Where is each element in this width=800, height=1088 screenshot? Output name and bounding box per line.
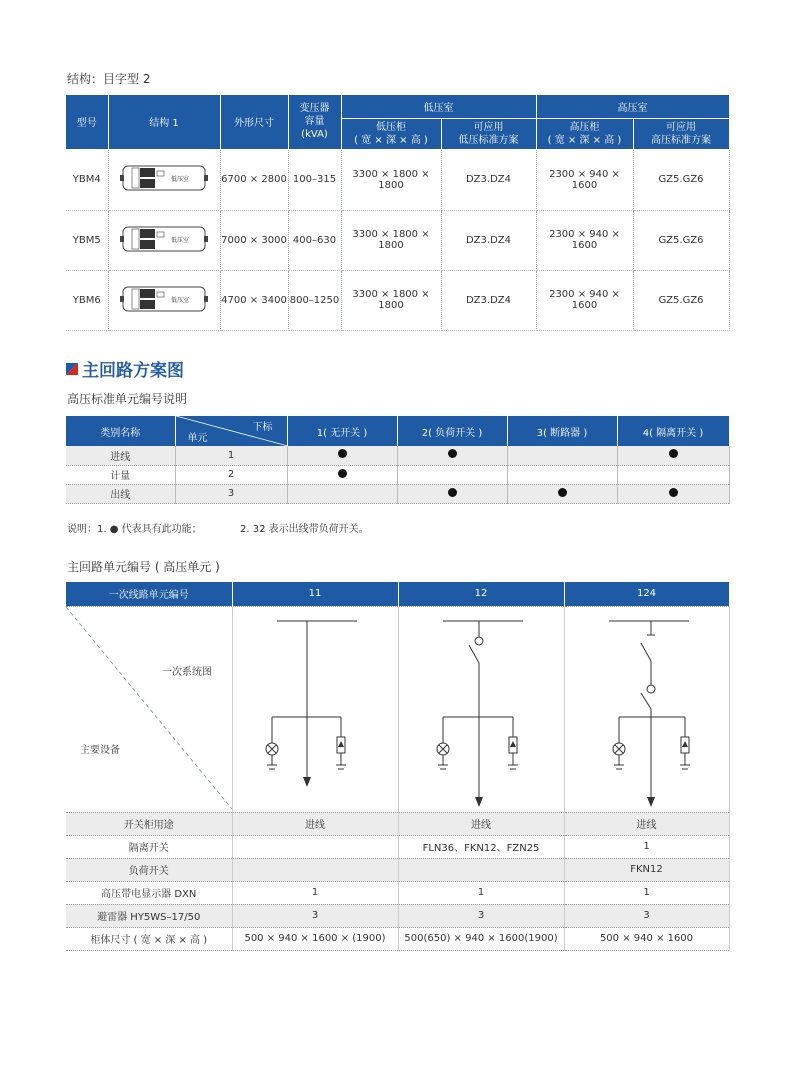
table-row bbox=[66, 858, 729, 881]
header-col-12: 12 bbox=[398, 582, 564, 606]
low-cabinet-cell: 3300 × 1800 × 1800 bbox=[341, 270, 441, 330]
header-high-room: 高压室 bbox=[536, 95, 729, 118]
header-low-cabinet: 低压柜 ( 宽 × 深 × 高 ) bbox=[341, 118, 441, 149]
row-label: 避雷器 HY5WS–17/50 bbox=[66, 904, 232, 927]
function-dot-icon bbox=[448, 488, 457, 497]
table-row bbox=[66, 904, 729, 927]
category-cell: 计量 bbox=[66, 465, 175, 484]
cell-12: 1 bbox=[398, 881, 564, 904]
cell-12 bbox=[398, 858, 564, 881]
note-2: 2. 32 表示出线带负荷开关。 bbox=[240, 524, 369, 535]
model-cell: YBM5 bbox=[66, 210, 108, 270]
cell-11: 1 bbox=[232, 881, 398, 904]
cell-11: 500 × 940 × 1600 × (1900) bbox=[232, 927, 398, 950]
row-label: 负荷开关 bbox=[66, 858, 232, 881]
header-transformer: 变压器 容量 (kVA) bbox=[288, 95, 341, 149]
capacity-cell: 400–630 bbox=[288, 210, 341, 270]
cell-12: 3 bbox=[398, 904, 564, 927]
svg-text:低压室: 低压室 bbox=[171, 176, 190, 183]
header-no-switch: 1( 无开关 ) bbox=[287, 416, 397, 446]
cell-124: 1 bbox=[564, 881, 729, 904]
capacity-cell: 800–1250 bbox=[288, 270, 341, 330]
high-cabinet-cell: 2300 × 940 × 1600 bbox=[536, 270, 633, 330]
table-row bbox=[66, 881, 729, 904]
table-row bbox=[66, 484, 729, 503]
model-cell: YBM6 bbox=[66, 270, 108, 330]
table-row bbox=[66, 270, 729, 330]
model-table bbox=[66, 95, 730, 331]
header-low-standard: 可应用 低压标准方案 bbox=[441, 118, 536, 149]
cell-11: 3 bbox=[232, 904, 398, 927]
function-dot-icon bbox=[338, 469, 347, 478]
cell-124: 1 bbox=[564, 835, 729, 858]
hv-caption: 高压标准单元编号说明 bbox=[67, 392, 188, 406]
size-cell: 4700 × 3400 bbox=[220, 270, 288, 330]
unit-cell: 1 bbox=[175, 446, 287, 465]
category-cell: 进线 bbox=[66, 446, 175, 465]
row-label: 高压带电显示器 DXN bbox=[66, 881, 232, 904]
high-standard-cell: GZ5.GZ6 bbox=[633, 149, 729, 210]
cell-124: FKN12 bbox=[564, 858, 729, 881]
function-dot-icon bbox=[669, 488, 678, 497]
t3-caption: 主回路单元编号 ( 高压单元 ) bbox=[67, 560, 220, 574]
table-row bbox=[66, 446, 729, 465]
circuit-diagram-124 bbox=[564, 606, 729, 812]
cell-124: 500 × 940 × 1600 bbox=[564, 927, 729, 950]
cell-12: 500(650) × 940 × 1600(1900) bbox=[398, 927, 564, 950]
low-cabinet-cell: 3300 × 1800 × 1800 bbox=[341, 149, 441, 210]
category-cell: 出线 bbox=[66, 484, 175, 503]
unit-cell: 2 bbox=[175, 465, 287, 484]
section-logo-icon bbox=[66, 360, 78, 372]
low-standard-cell: DZ3.DZ4 bbox=[441, 149, 536, 210]
unit-cell: 3 bbox=[175, 484, 287, 503]
header-unit-subscript: 下标 单元 bbox=[175, 416, 287, 446]
header-isolator: 4( 隔离开关 ) bbox=[617, 416, 729, 446]
header-high-standard: 可应用 高压标准方案 bbox=[633, 118, 729, 149]
table-row bbox=[66, 210, 729, 270]
header-low-room: 低压室 bbox=[341, 95, 536, 118]
cell-11 bbox=[232, 858, 398, 881]
structure-thumbnail bbox=[108, 149, 220, 210]
header-load-switch: 2( 负荷开关 ) bbox=[397, 416, 507, 446]
row-label: 柜体尺寸 ( 宽 × 深 × 高 ) bbox=[66, 927, 232, 950]
function-dot-icon bbox=[669, 449, 678, 458]
capacity-cell: 100–315 bbox=[288, 149, 341, 210]
low-standard-cell: DZ3.DZ4 bbox=[441, 210, 536, 270]
table-row bbox=[66, 149, 729, 210]
row-label: 隔离开关 bbox=[66, 835, 232, 858]
table-row bbox=[66, 835, 729, 858]
table-row bbox=[66, 812, 729, 835]
low-standard-cell: DZ3.DZ4 bbox=[441, 270, 536, 330]
cell-11: 进线 bbox=[232, 812, 398, 835]
structure-thumbnail bbox=[108, 270, 220, 330]
structure-caption: 结构：目字型 2 bbox=[67, 72, 151, 86]
size-cell: 7000 × 3000 bbox=[220, 210, 288, 270]
structure-thumbnail bbox=[108, 210, 220, 270]
table-row bbox=[66, 927, 729, 950]
header-category: 类别名称 bbox=[66, 416, 175, 446]
header-size: 外形尺寸 bbox=[220, 95, 288, 149]
model-cell: YBM4 bbox=[66, 149, 108, 210]
header-circuit-unit: 一次线路单元编号 bbox=[66, 582, 232, 606]
circuit-diagram-12 bbox=[398, 606, 564, 812]
diagram-label-cell: 一次系统图 主要设备 bbox=[66, 606, 232, 812]
note-1: 说明：1. ● 代表具有此功能； bbox=[67, 524, 202, 535]
svg-text:低压室: 低压室 bbox=[171, 296, 190, 304]
table-row bbox=[66, 465, 729, 484]
cell-11 bbox=[232, 835, 398, 858]
header-structure: 结构 1 bbox=[108, 95, 220, 149]
high-standard-cell: GZ5.GZ6 bbox=[633, 210, 729, 270]
header-high-cabinet: 高压柜 ( 宽 × 深 × 高 ) bbox=[536, 118, 633, 149]
function-dot-icon bbox=[448, 449, 457, 458]
high-cabinet-cell: 2300 × 940 × 1600 bbox=[536, 149, 633, 210]
function-dot-icon bbox=[338, 449, 347, 458]
row-label: 开关柜用途 bbox=[66, 812, 232, 835]
header-breaker: 3( 断路器 ) bbox=[507, 416, 617, 446]
diagram-row bbox=[66, 606, 729, 812]
section-title: 主回路方案图 bbox=[82, 361, 184, 381]
header-model: 型号 bbox=[66, 95, 108, 149]
svg-text:低压室: 低压室 bbox=[171, 236, 190, 244]
high-standard-cell: GZ5.GZ6 bbox=[633, 270, 729, 330]
function-dot-icon bbox=[558, 488, 567, 497]
size-cell: 6700 × 2800 bbox=[220, 149, 288, 210]
cell-124: 3 bbox=[564, 904, 729, 927]
cell-124: 进线 bbox=[564, 812, 729, 835]
cell-12: 进线 bbox=[398, 812, 564, 835]
header-col-124: 124 bbox=[564, 582, 729, 606]
low-cabinet-cell: 3300 × 1800 × 1800 bbox=[341, 210, 441, 270]
cell-12: FLN36、FKN12、FZN25 bbox=[398, 835, 564, 858]
high-cabinet-cell: 2300 × 940 × 1600 bbox=[536, 210, 633, 270]
circuit-diagram-11 bbox=[232, 606, 398, 812]
hv-unit-table bbox=[66, 416, 730, 504]
main-circuit-table bbox=[66, 582, 730, 951]
header-col-11: 11 bbox=[232, 582, 398, 606]
